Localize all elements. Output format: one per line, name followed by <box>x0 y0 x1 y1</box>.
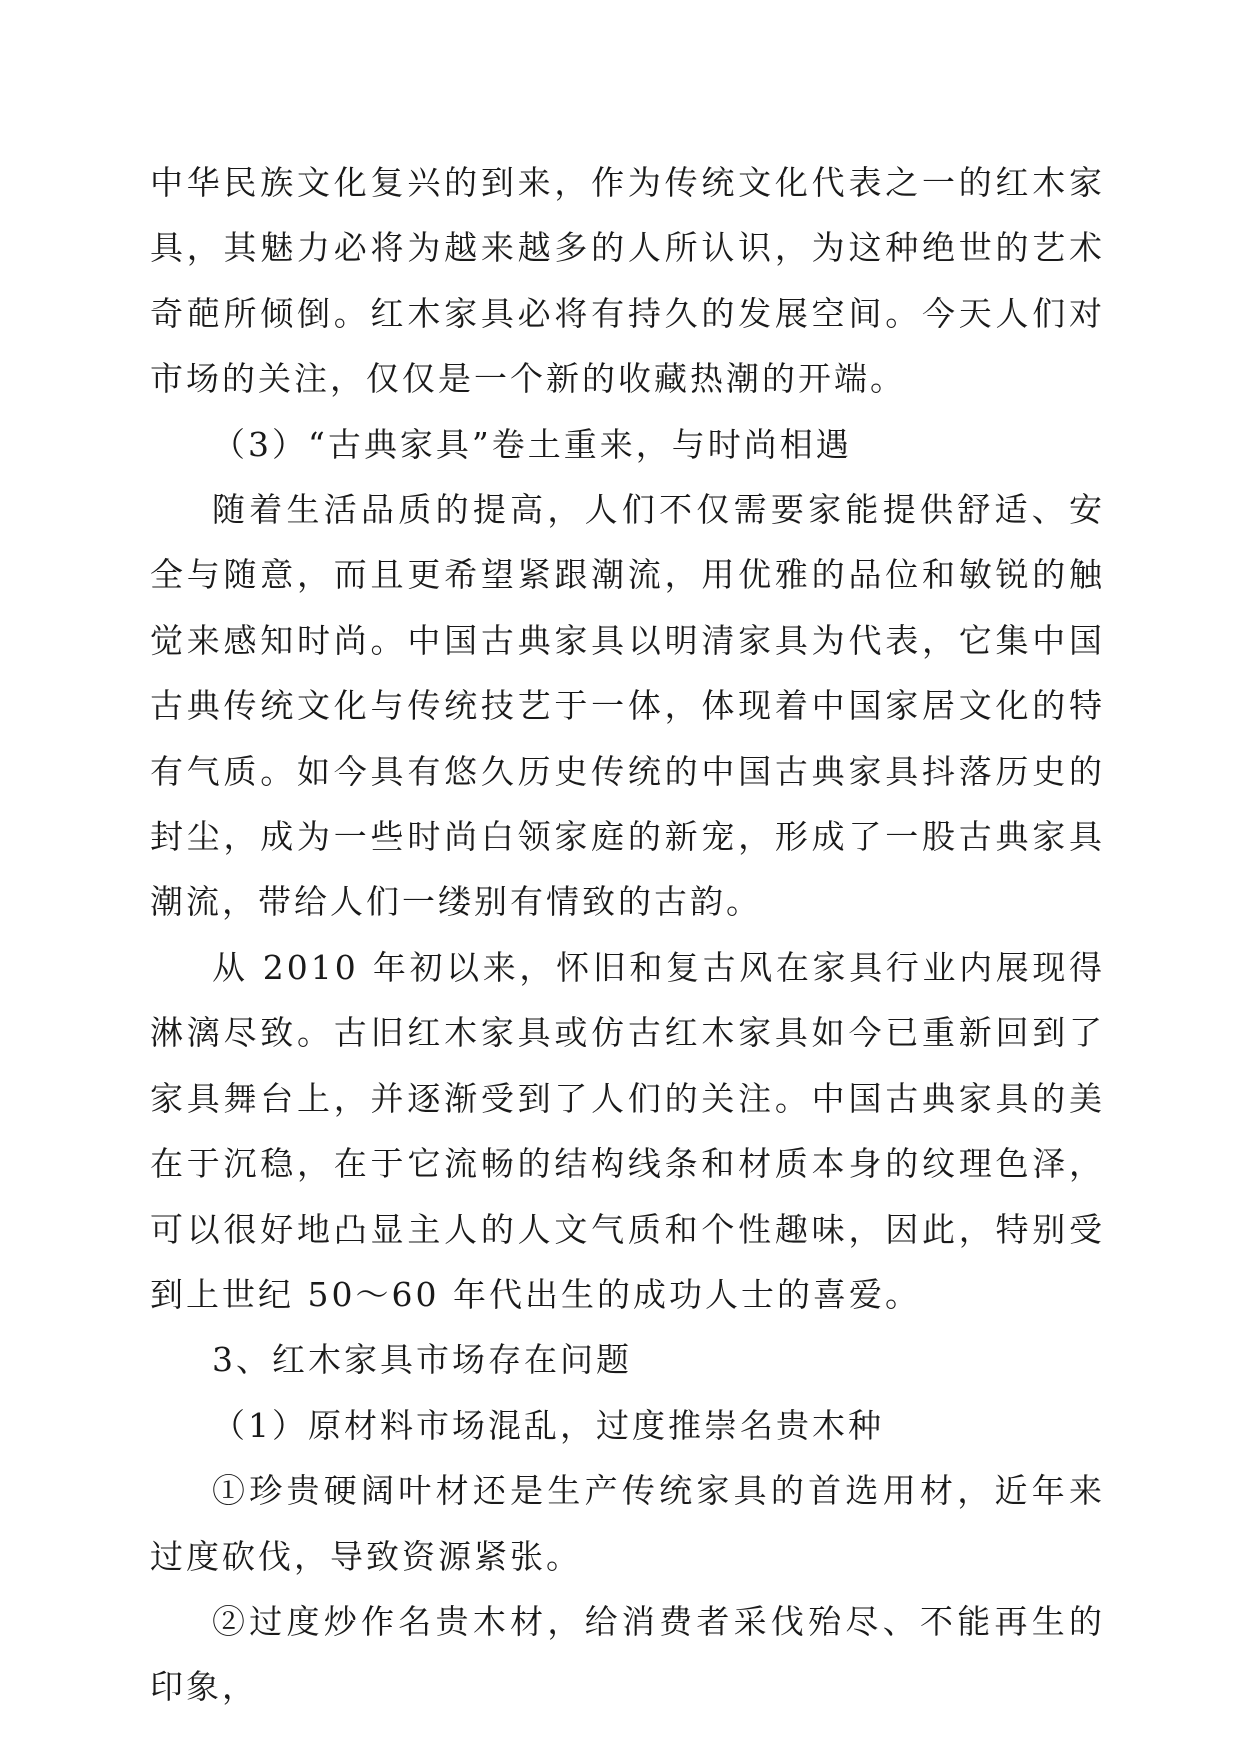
section-heading-classical-furniture: （3）“古典家具”卷土重来，与时尚相遇 <box>212 424 852 464</box>
paragraph-retro-trend: 从 2010 年初以来，怀旧和复古风在家具行业内展现得淋漓尽致。古旧红木家具或仿古红木家具如今已重新回到了家具舞台上，并逐渐受到了人们的关注。中国古典家具的美在于沉稳，在于它流畅的结构线条和材质本身的纹理色泽，可以很好地凸显主人的人文气质和个性趣味，因此，特别受到上世纪 50～60 年代出生的成功人士的喜爱。 <box>150 947 1105 1314</box>
list-item-overhyped-timber: ②过度炒作名贵木材，给消费者采伐殆尽、不能再生的印象， <box>150 1601 1105 1707</box>
subsection-heading-raw-materials: （1）原材料市场混乱，过度推崇名贵木种 <box>212 1405 884 1445</box>
list-item-hardwood-overlogging: ①珍贵硬阔叶材还是生产传统家具的首选用材，近年来过度砍伐，导致资源紧张。 <box>150 1471 1105 1576</box>
paragraph-quality-of-life: 随着生活品质的提高，人们不仅需要家能提供舒适、安全与随意，而且更希望紧跟潮流，用优雅的品位和敏锐的触觉来感知时尚。中国古典家具以明清家具为代表，它集中国古典传统文化与传统技艺于一体，体现着中国家居文化的特有气质。如今具有悠久历史传统的中国古典家具抖落历史的封尘，成为一些时尚白领家庭的新宠，形成了一股古典家具潮流，带给人们一缕别有情致的古韵。 <box>150 490 1105 922</box>
document-page <box>150 150 1105 1720</box>
section-heading-market-problems: 3、红木家具市场存在问题 <box>212 1340 632 1380</box>
paragraph-culture-revival: 中华民族文化复兴的到来，作为传统文化代表之一的红木家具，其魅力必将为越来越多的人所认识，为这种绝世的艺术奇葩所倾倒。红木家具必将有持久的发展空间。今天人们对市场的关注，仅仅是一个新的收藏热潮的开端。 <box>150 163 1105 399</box>
